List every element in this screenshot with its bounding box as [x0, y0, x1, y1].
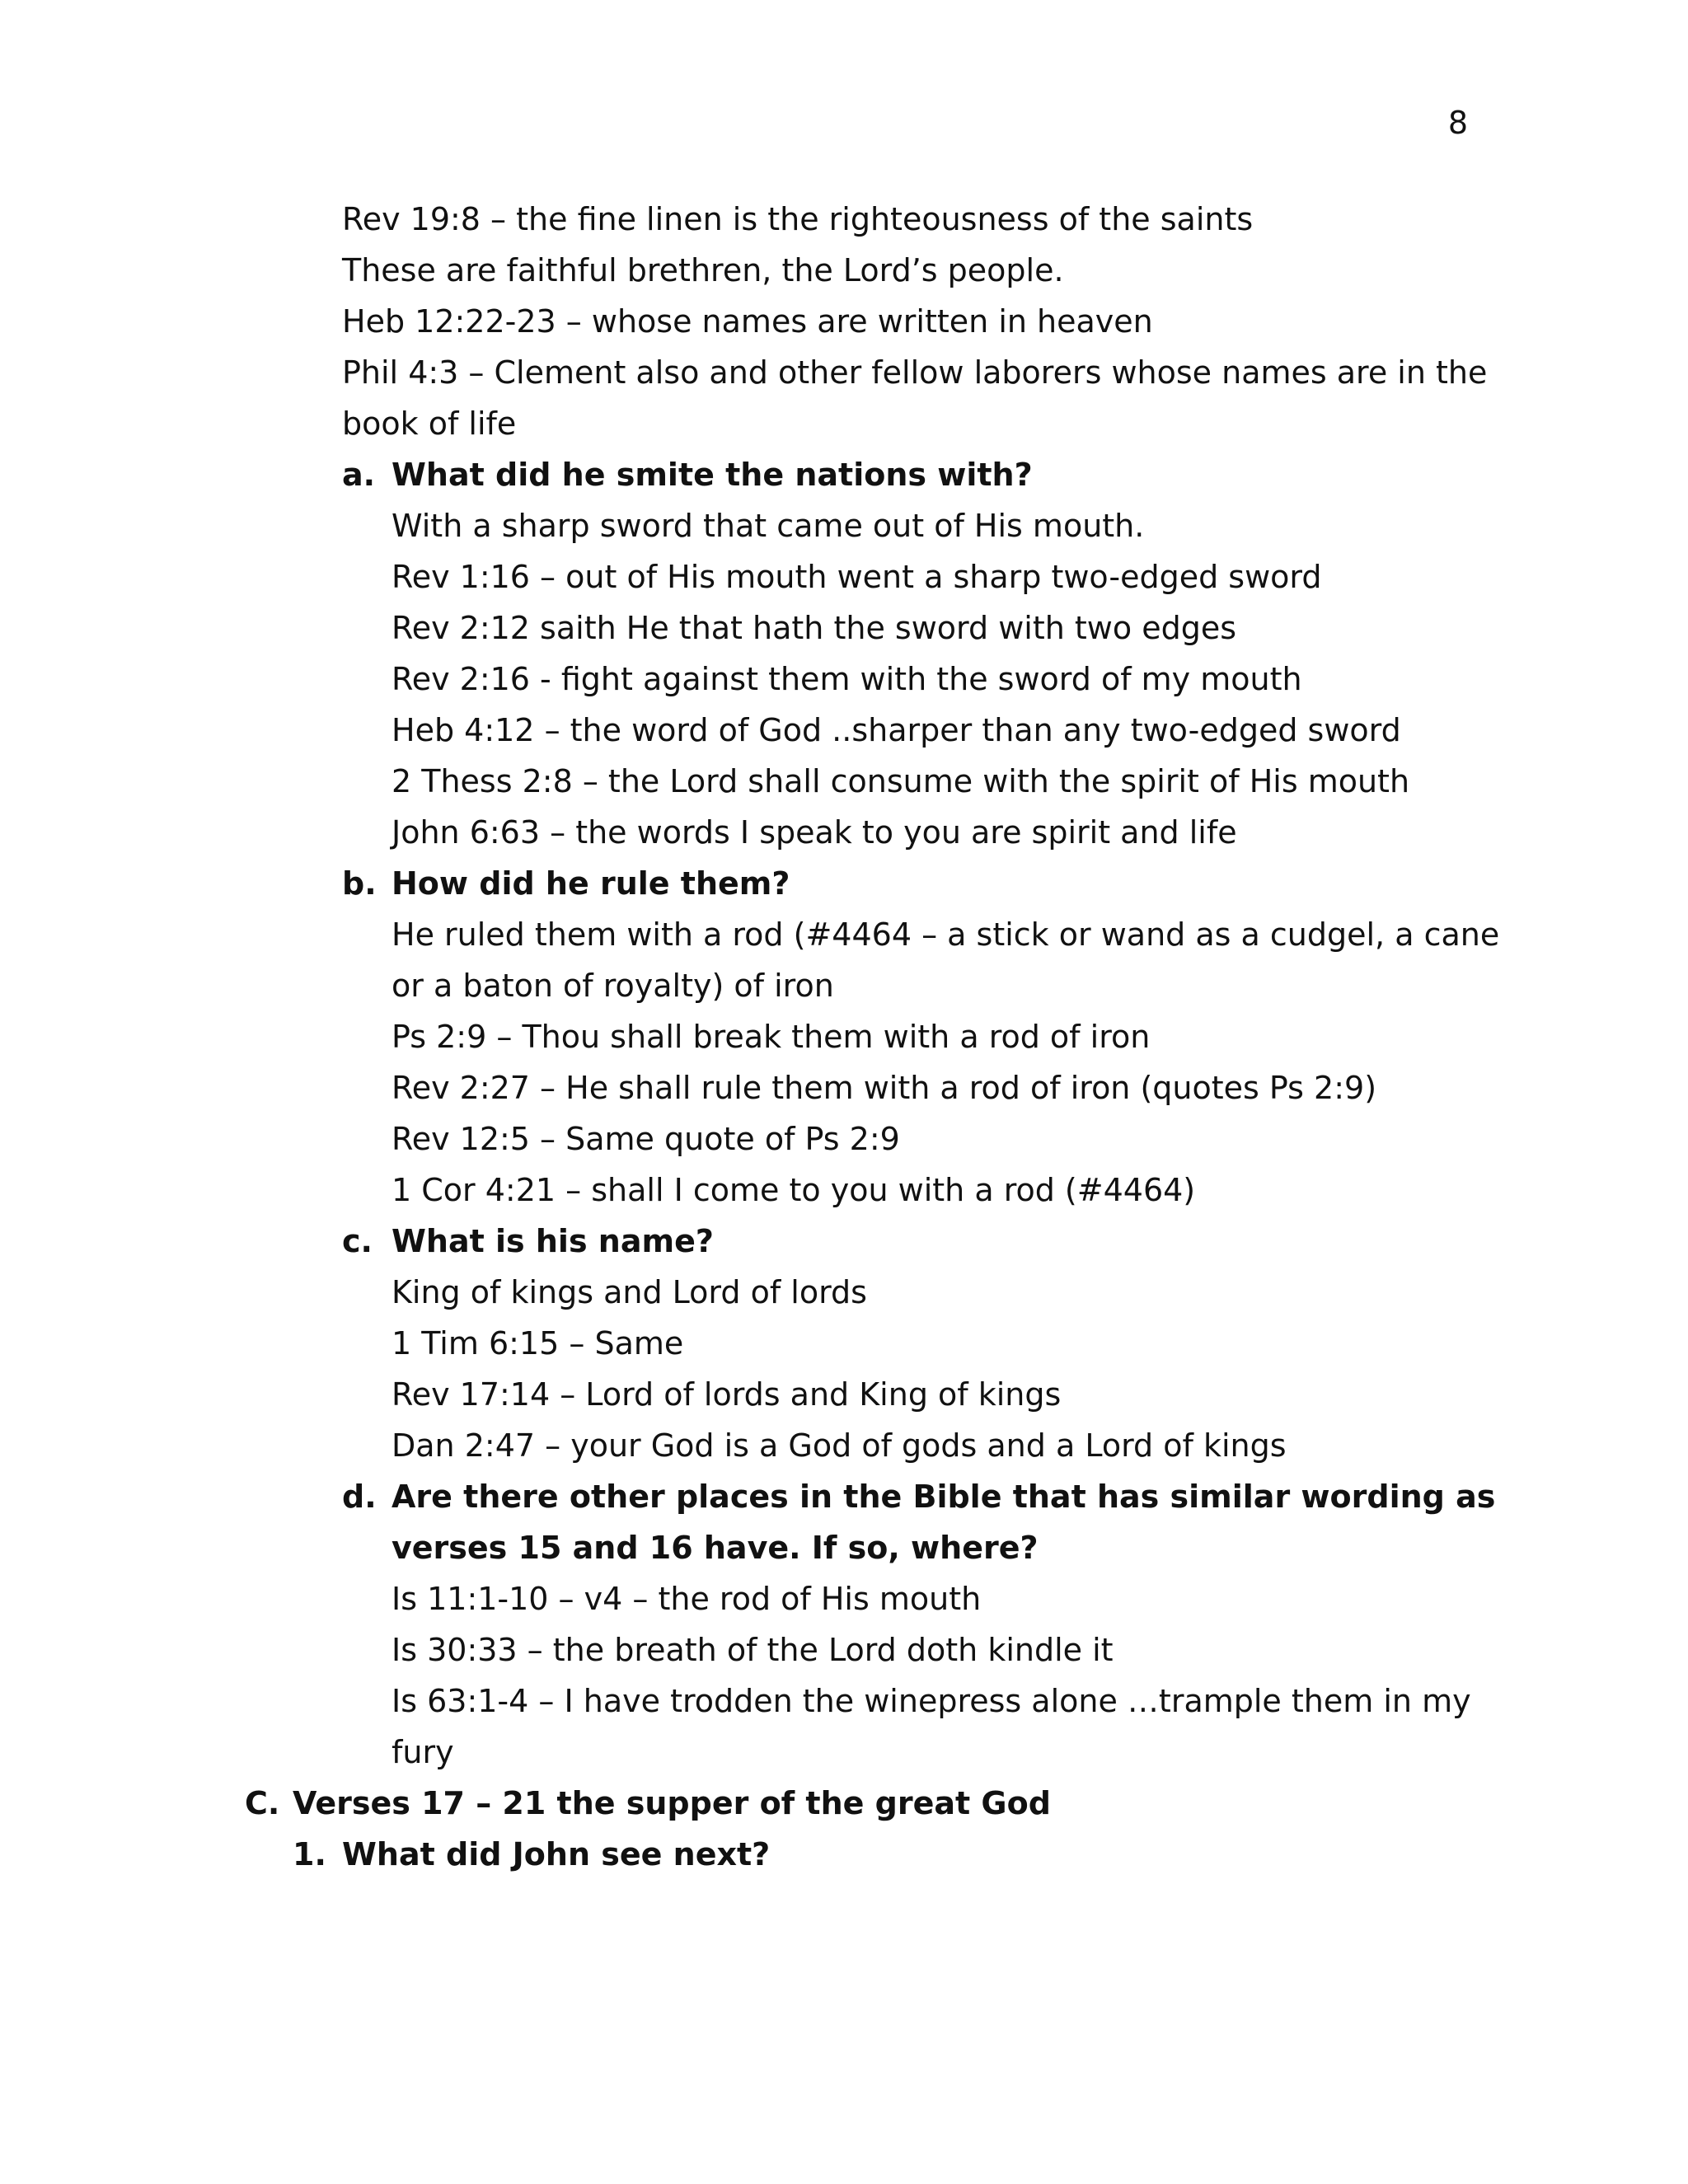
answer-line: With a sharp sword that came out of His mouth.: [392, 508, 1145, 544]
answer-line: Rev 2:16 - fight against them with the sword of my mouth: [392, 661, 1302, 697]
list-marker: 1.: [293, 1836, 326, 1872]
list-marker: c.: [342, 1223, 373, 1259]
answer-line: Is 63:1-4 – I have trodden the winepress alone …trample them in my: [392, 1683, 1471, 1719]
section-heading-text: Verses 17 – 21 the supper of the great God: [293, 1785, 1051, 1821]
question-heading: [0, 1471, 1688, 1522]
numbered-item-text: What did John see next?: [342, 1836, 771, 1872]
list-marker: d.: [342, 1479, 377, 1515]
numbered-item: [0, 1829, 1688, 1880]
answer-line: fury: [392, 1734, 454, 1770]
intro-line: book of life: [342, 405, 517, 442]
answer-line: 1 Cor 4:21 – shall I come to you with a rod (#4464): [392, 1172, 1196, 1208]
answer-line: Heb 4:12 – the word of God ..sharper than any two-edged sword: [392, 712, 1401, 748]
answer-line: Dan 2:47 – your God is a God of gods and a Lord of kings: [392, 1427, 1287, 1464]
question-heading-text: How did he rule them?: [392, 865, 790, 902]
intro-line: Phil 4:3 – Clement also and other fellow laborers whose names are in the: [342, 354, 1488, 391]
intro-line: Heb 12:22-23 – whose names are written in heaven: [342, 303, 1153, 340]
list-marker: a.: [342, 457, 376, 493]
list-marker: b.: [342, 865, 377, 902]
intro-line: Rev 19:8 – the fine linen is the righteousness of the saints: [342, 201, 1254, 237]
answer-line: 1 Tim 6:15 – Same: [392, 1325, 684, 1361]
page-number: 8: [1447, 105, 1468, 141]
answer-line: Is 11:1-10 – v4 – the rod of His mouth: [392, 1581, 982, 1617]
answer-line: John 6:63 – the words I speak to you are spirit and life: [392, 814, 1237, 851]
page-content: [0, 194, 1688, 1880]
section-heading: [0, 1778, 1688, 1829]
answer-line: Rev 2:27 – He shall rule them with a rod of iron (quotes Ps 2:9): [392, 1070, 1377, 1106]
question-heading-text: Are there other places in the Bible that has similar wording as: [392, 1479, 1496, 1515]
answer-line: or a baton of royalty) of iron: [392, 968, 834, 1004]
question-heading: [0, 1216, 1688, 1267]
answer-line: Rev 12:5 – Same quote of Ps 2:9: [392, 1121, 900, 1157]
answer-line: King of kings and Lord of lords: [392, 1274, 867, 1310]
answer-line: Is 30:33 – the breath of the Lord doth kindle it: [392, 1632, 1114, 1668]
answer-line: Ps 2:9 – Thou shall break them with a rod of iron: [392, 1019, 1151, 1055]
section-marker: C.: [245, 1785, 280, 1821]
question-heading: [0, 858, 1688, 909]
answer-line: Rev 2:12 saith He that hath the sword with two edges: [392, 610, 1236, 646]
intro-line: These are faithful brethren, the Lord’s people.: [342, 252, 1064, 288]
answer-line: Rev 17:14 – Lord of lords and King of kings: [392, 1376, 1062, 1413]
question-heading: [0, 449, 1688, 500]
question-heading-continued: verses 15 and 16 have. If so, where?: [392, 1530, 1039, 1566]
question-heading-text: What is his name?: [392, 1223, 714, 1259]
question-heading-text: What did he smite the nations with?: [392, 457, 1033, 493]
answer-line: 2 Thess 2:8 – the Lord shall consume with the spirit of His mouth: [392, 763, 1410, 799]
answer-line: Rev 1:16 – out of His mouth went a sharp two-edged sword: [392, 559, 1322, 595]
answer-line: He ruled them with a rod (#4464 – a stick or wand as a cudgel, a cane: [392, 916, 1500, 953]
